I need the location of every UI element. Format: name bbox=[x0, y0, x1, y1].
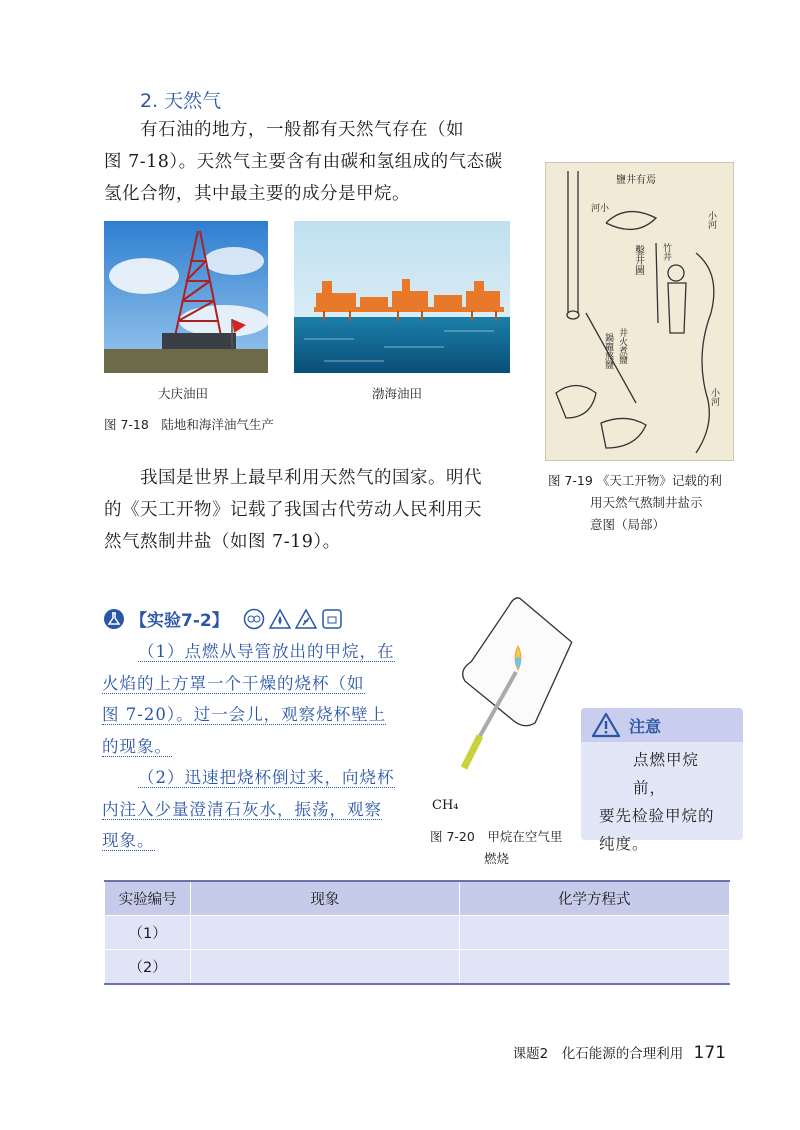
table-header: 化学方程式 bbox=[459, 881, 729, 916]
illustration-label: 鍋竈熬鹽 bbox=[603, 333, 613, 369]
page-footer bbox=[513, 1042, 726, 1063]
paragraph-line: 图 7-18）。天然气主要含有由碳和氢组成的气态碳 bbox=[104, 152, 503, 172]
daqing-oilfield-photo bbox=[104, 221, 268, 373]
ch4-label: CH₄ bbox=[432, 798, 459, 813]
experiment-header bbox=[104, 606, 343, 631]
table-cell bbox=[191, 950, 459, 985]
step-2-line: 现象。 bbox=[102, 831, 155, 850]
step-1-line: 火焰的上方罩一个干燥的烧杯（如 bbox=[102, 673, 365, 693]
warning-icon bbox=[591, 712, 621, 738]
table-cell bbox=[191, 916, 459, 950]
table-header: 现象 bbox=[191, 881, 459, 916]
illustration-label: 小河 bbox=[706, 211, 716, 229]
note-line: 点燃甲烷前， bbox=[633, 751, 700, 797]
table-header: 实验编号 bbox=[105, 881, 191, 916]
step-2-line: 内注入少量澄清石灰水，振荡，观察 bbox=[102, 799, 382, 819]
note-body bbox=[581, 742, 743, 858]
note-line: 纯度。 bbox=[599, 835, 649, 853]
illustration-label: 河小 bbox=[591, 204, 610, 214]
figure-7-18-caption: 图 7-18 陆地和海洋油气生产 bbox=[104, 417, 274, 432]
bohai-oilfield-photo bbox=[294, 221, 510, 373]
caption-line: 意图（局部） bbox=[590, 517, 666, 532]
note-line: 要先检验甲烷的 bbox=[599, 807, 715, 825]
table-row bbox=[105, 950, 730, 985]
experiment-steps bbox=[102, 636, 414, 857]
table-cell bbox=[459, 916, 729, 950]
caption-line: 燃烧 bbox=[484, 851, 510, 866]
flask-icon bbox=[104, 609, 124, 629]
note-title: 注意 bbox=[629, 716, 662, 736]
step-1-line: 图 7-20）。过一会儿，观察烧杯壁上 bbox=[102, 705, 387, 724]
section-title: 2. 天然气 bbox=[140, 90, 222, 112]
table-header-row bbox=[105, 881, 730, 916]
tiangong-kaiwu-illustration bbox=[545, 162, 734, 461]
goggles-icon bbox=[243, 608, 265, 630]
illustration-label: 鹽井有焉 bbox=[616, 175, 656, 186]
caption-line: 图 7-20 甲烷在空气里 bbox=[430, 829, 563, 844]
paragraph-natural-gas bbox=[104, 114, 524, 210]
bohai-caption: 渤海油田 bbox=[372, 386, 423, 401]
chapter-title: 课题2 化石能源的合理利用 bbox=[512, 1046, 684, 1062]
table-cell: （2） bbox=[105, 950, 191, 985]
step-1-line: （1）点燃从导管放出的甲烷，在 bbox=[138, 642, 395, 661]
step-1-line: 的现象。 bbox=[102, 736, 172, 756]
figure-7-20-caption bbox=[430, 826, 562, 870]
caption-line: 图 7-19 《天工开物》记载的利 bbox=[548, 473, 722, 488]
paragraph-line: 的《天工开物》记载了我国古代劳动人民利用天 bbox=[104, 500, 482, 520]
paragraph-history bbox=[104, 462, 524, 558]
experiment-title: 【实验7-2】 bbox=[130, 611, 229, 631]
illustration-label: 竹井 bbox=[661, 243, 671, 261]
illustration-label: 小河 bbox=[709, 388, 719, 406]
flame-warning-icon bbox=[269, 608, 291, 630]
paragraph-line: 然气熬制井盐（如图 7-19）。 bbox=[104, 532, 341, 552]
table-row bbox=[105, 916, 730, 950]
daqing-caption: 大庆油田 bbox=[158, 386, 209, 401]
caption-line: 用天然气熬制井盐示 bbox=[590, 495, 703, 510]
safety-icons bbox=[243, 608, 343, 630]
figure-7-19-caption bbox=[548, 470, 722, 536]
table-cell: （1） bbox=[105, 916, 191, 950]
hot-warning-icon bbox=[295, 608, 317, 630]
illustration-label: 井火煮鹽 bbox=[617, 328, 627, 364]
paragraph-line: 有石油的地方，一般都有天然气存在（如 bbox=[140, 120, 464, 140]
illustration-label: 鑿井圖 bbox=[632, 245, 644, 275]
note-header bbox=[581, 708, 743, 742]
paragraph-line: 我国是世界上最早利用天然气的国家。明代 bbox=[140, 468, 482, 488]
step-2-line: （2）迅速把烧杯倒过来，向烧杯 bbox=[138, 768, 395, 787]
table-cell bbox=[459, 950, 729, 985]
methane-burning-diagram bbox=[432, 596, 582, 821]
page-number: 171 bbox=[693, 1043, 726, 1063]
paragraph-line: 氢化合物，其中最主要的成分是甲烷。 bbox=[104, 184, 410, 204]
hand-wash-icon bbox=[321, 608, 343, 630]
experiment-results-table bbox=[104, 880, 730, 985]
caution-note bbox=[581, 708, 743, 853]
